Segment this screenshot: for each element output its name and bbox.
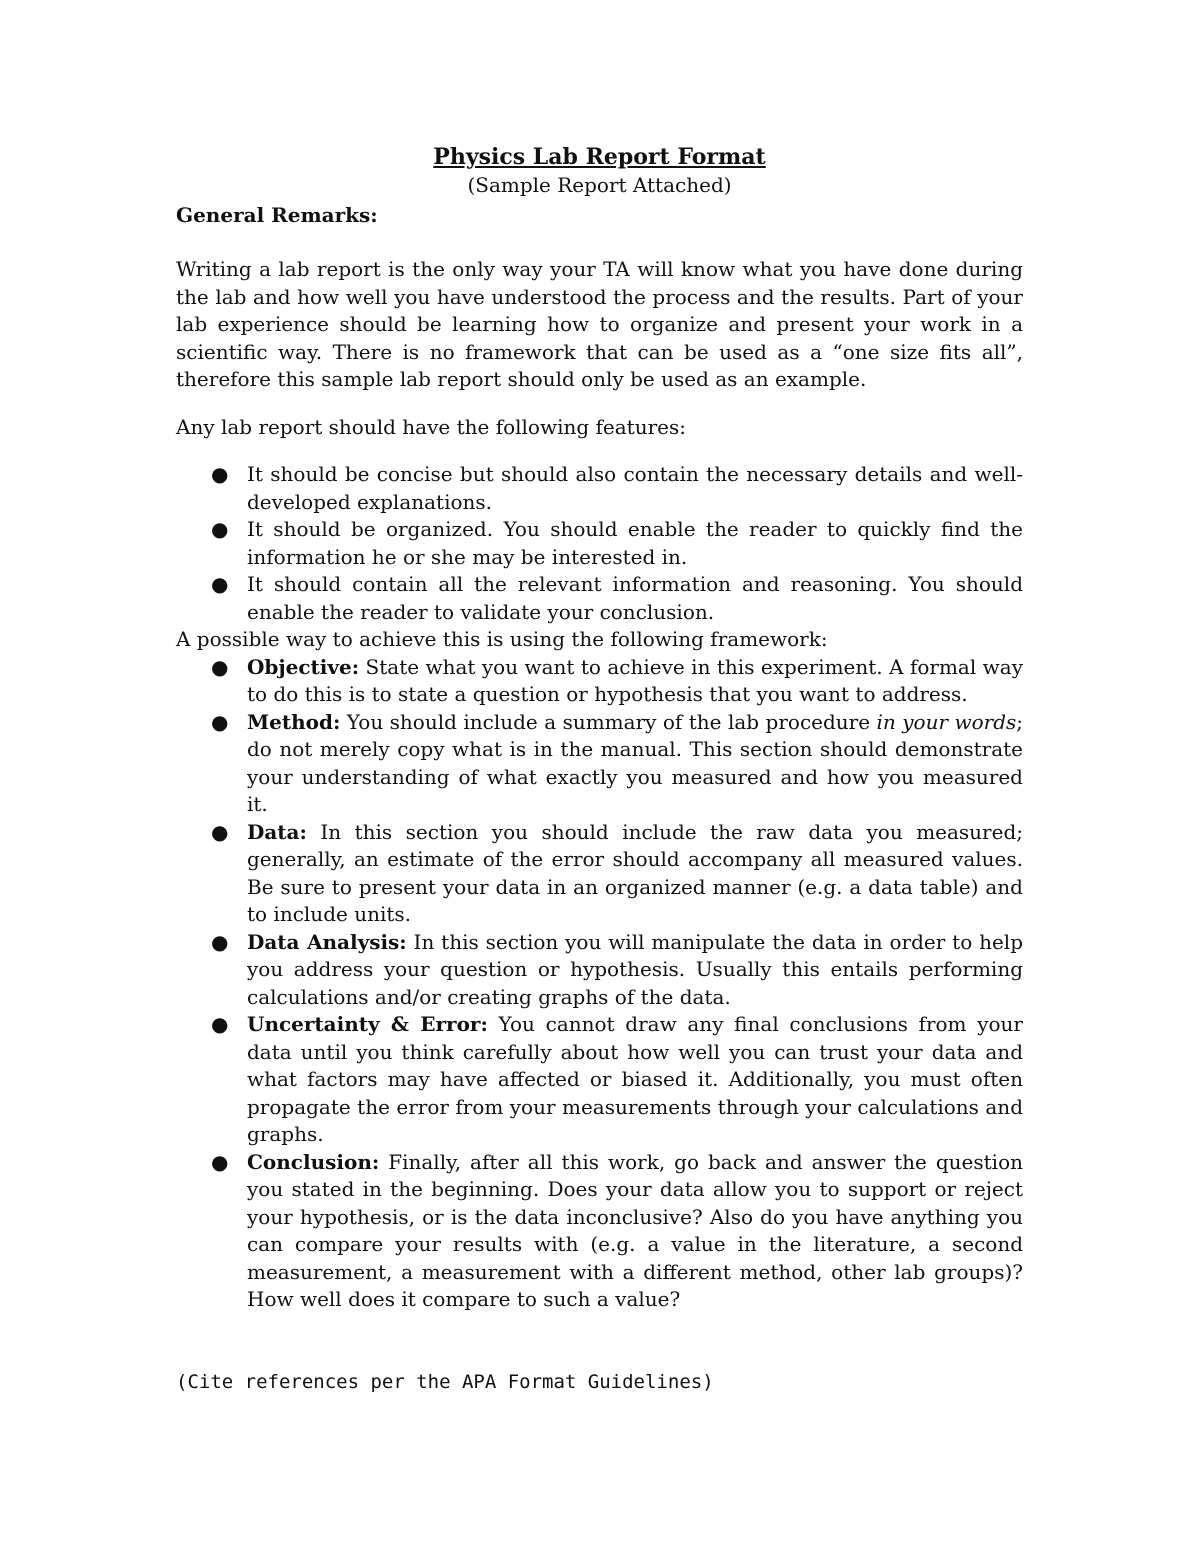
bullet-icon: ●	[211, 1149, 229, 1174]
bullet-icon: ●	[211, 572, 229, 596]
conclusion-label: Conclusion:	[247, 1149, 380, 1174]
document-subtitle: (Sample Report Attached)	[467, 173, 732, 197]
document-title: Physics Lab Report Format	[433, 144, 766, 170]
data-analysis-label: Data Analysis:	[247, 929, 407, 954]
framework-list	[176, 654, 1023, 1314]
objective-text: State what you want to achieve in this experiment. A formal way to do this is to state a question or hypothesis that you want to address.	[247, 654, 1023, 706]
bullet-icon: ●	[211, 517, 229, 541]
citation-note: (Cite references per the APA Format Guidelines)	[176, 1370, 714, 1393]
features-list	[176, 461, 1023, 626]
method-text-before: You should include a summary of the lab procedure	[340, 709, 877, 734]
list-item	[176, 571, 1023, 626]
bullet-icon: ●	[211, 929, 229, 954]
list-item	[176, 929, 1023, 1012]
general-remarks-heading: General Remarks:	[176, 202, 378, 227]
uncertainty-text: You cannot draw any final conclusions from your data until you think carefully about how well you can trust your data and what factors may have affected or biased it. Additionally, you must often propagate the error from your measurements through your calculations and graphs.	[247, 1012, 1023, 1146]
data-text: In this section you should include the raw data you measured; generally, an estimate of the error should accompany all measured values. Be sure to present your data in an organized manner (e.g. a data table) and to include units.	[247, 819, 1023, 926]
bullet-icon: ●	[211, 709, 229, 734]
features-intro: Any lab report should have the following features:	[176, 414, 686, 439]
bullet-icon: ●	[211, 819, 229, 844]
framework-intro: A possible way to achieve this is using the following framework:	[176, 627, 828, 651]
list-item	[176, 654, 1023, 709]
objective-label: Objective:	[247, 654, 360, 679]
method-emphasis: in your words	[876, 709, 1017, 734]
list-item	[176, 1149, 1023, 1314]
bullet-icon: ●	[211, 654, 229, 679]
list-item	[176, 819, 1023, 929]
bullet-icon: ●	[211, 462, 229, 486]
feature-text: It should contain all the relevant information and reasoning. You should enable the reader to validate your conclusion.	[247, 572, 1023, 624]
feature-text: It should be organized. You should enable the reader to quickly find the information he or she may be interested in.	[247, 517, 1023, 569]
data-label: Data:	[247, 819, 307, 844]
feature-text: It should be concise but should also contain the necessary details and well-developed explanations.	[247, 462, 1023, 514]
method-label: Method:	[247, 709, 341, 734]
conclusion-text: Finally, after all this work, go back and answer the question you stated in the beginning. Does your data allow you to support or reject your hypothesis, or is the data inconclusive? Also do you have anything you can compare your results with (e.g. a value in the literature, a second measurement, a measurement with a different method, other lab groups)? How well does it compare to such a value?	[247, 1149, 1023, 1311]
data-analysis-text: In this section you will manipulate the data in order to help you address your question or hypothesis. Usually this entails performing calculations and/or creating graphs of the data.	[247, 929, 1024, 1009]
bullet-icon: ●	[211, 1012, 229, 1036]
uncertainty-label: Uncertainty & Error:	[247, 1012, 488, 1036]
method-text-after: ; do not merely copy what is in the manual. This section should demonstrate your understanding of what exactly you measured and how you measured it.	[247, 709, 1024, 816]
list-item	[176, 516, 1023, 571]
document-page	[176, 142, 1023, 1396]
intro-paragraph: Writing a lab report is the only way your TA will know what you have done during the lab and how well you have understood the process and the results. Part of your lab experience should be learning how to organize and present your work in a scientific way. There is no framework that can be used as a “one size fits all”, therefore this sample lab report should only be used as an example.	[176, 257, 1023, 391]
list-item	[176, 461, 1023, 516]
list-item	[176, 1011, 1023, 1149]
list-item	[176, 709, 1023, 819]
